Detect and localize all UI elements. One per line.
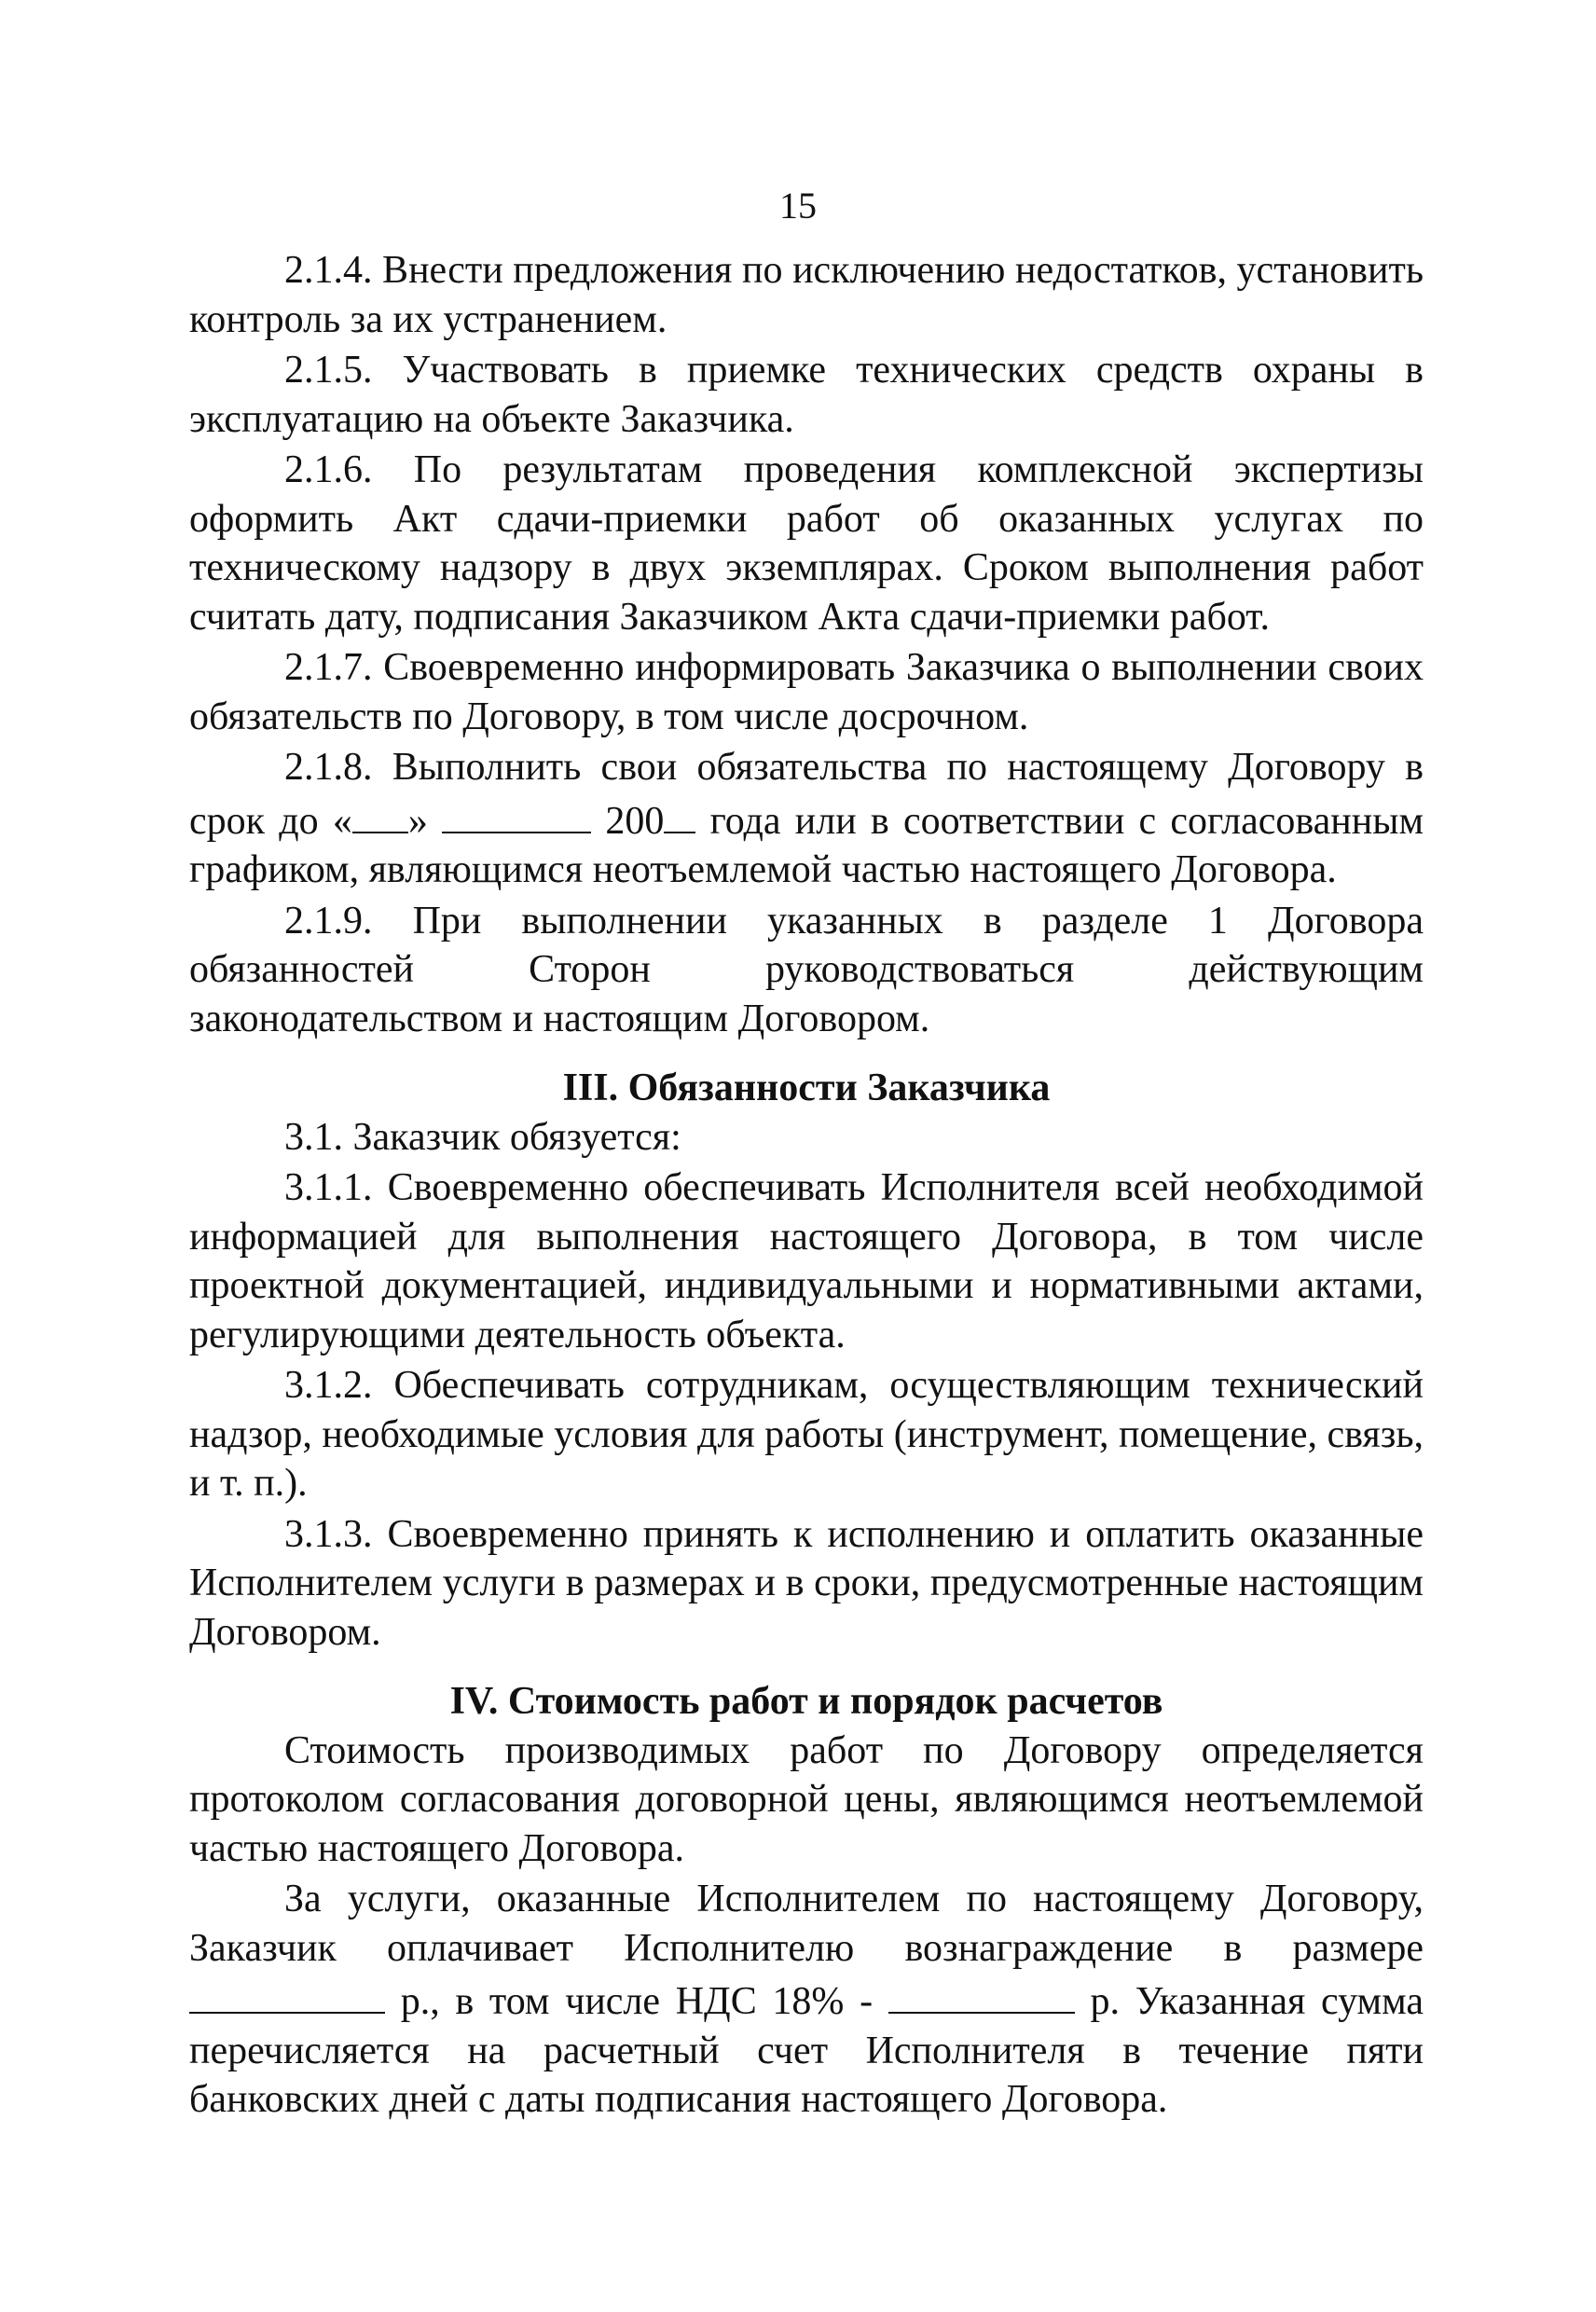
clause-2-1-4: 2.1.4. Внести предложения по исключению недостатков, установить контроль за их устранением. bbox=[189, 249, 1424, 341]
section-3-heading: III. Обязанности Заказчика bbox=[562, 1067, 1051, 1109]
clause-3-1-2: 3.1.2. Обеспечивать сотрудникам, осуществляющим технический надзор, необходимые условия для работы (инструмент, помещение, связь, и т. п.). bbox=[189, 1364, 1424, 1505]
page-number: 15 bbox=[779, 185, 817, 227]
amount-blank bbox=[189, 1973, 385, 2014]
day-blank bbox=[352, 792, 408, 833]
section-4-heading: IV. Стоимость работ и порядок расчетов bbox=[449, 1680, 1163, 1723]
clause-2-1-8-text-b: » bbox=[407, 799, 428, 843]
payment-text-a: За услуги, оказанные Исполнителем по настоящему Договору, Заказчик оплачивает Исполнителю вознаграждение в размере bbox=[189, 1878, 1424, 1970]
clause-3-1-3: 3.1.3. Своевременно принять к исполнению и оплатить оказанные Исполнителем услуги в размерах и в сроки, предусмотренные настоящим Договором. bbox=[189, 1512, 1424, 1654]
clause-2-1-8-text-d: года или в соответствии с согласованным графиком, являющимся неотъемлемой частью настоящего Договора. bbox=[189, 799, 1424, 891]
cost-paragraph: Стоимость производимых работ по Договору определяется протоколом согласования договорной цены, являющимся неотъемлемой частью настоящего Договора. bbox=[189, 1728, 1424, 1870]
clause-3-1: 3.1. Заказчик обязуется: bbox=[284, 1115, 681, 1159]
clause-2-1-8-text-a: 2.1.8. Выполнить свои обязательства по настоящему Договору в срок до « bbox=[189, 746, 1424, 843]
vat-blank bbox=[888, 1973, 1075, 2014]
payment-text-b: р., в том числе НДС 18% - bbox=[400, 1980, 874, 2023]
clause-2-1-7: 2.1.7. Своевременно информировать Заказчика о выполнении своих обязательств по Договору, в том числе досрочном. bbox=[189, 646, 1424, 738]
month-blank bbox=[442, 792, 591, 833]
clause-3-1-1: 3.1.1. Своевременно обеспечивать Исполнителя всей необходимой информацией для выполнения настоящего Договора, в том числе проектной документацией, индивидуальными и нормативными актами, регулирующими деятельность объекта. bbox=[189, 1166, 1424, 1356]
year-blank bbox=[664, 792, 695, 833]
clause-2-1-8 bbox=[189, 743, 1424, 895]
payment-text-c: р. Указанная сумма перечисляется на расчетный счет Исполнителя в течение пяти банковских дней с даты подписания настоящего Договора. bbox=[189, 1980, 1424, 2121]
clause-2-1-9: 2.1.9. При выполнении указанных в разделе 1 Договора обязанностей Сторон руководствоваться действующим законодательством и настоящим Договором. bbox=[189, 899, 1424, 1040]
document-body bbox=[189, 246, 1424, 2125]
clause-2-1-5: 2.1.5. Участвовать в приемке технических средств охраны в эксплуатацию на объекте Заказчика. bbox=[189, 349, 1424, 441]
clause-2-1-6: 2.1.6. По результатам проведения комплексной экспертизы оформить Акт сдачи-приемки работ об оказанных услугах по техническому надзору в двух экземплярах. Сроком выполнения работ считать дату, подписания Заказчиком Акта сдачи-приемки работ. bbox=[189, 448, 1424, 639]
clause-2-1-8-year: 200 bbox=[605, 799, 665, 843]
payment-paragraph bbox=[189, 1875, 1424, 2125]
